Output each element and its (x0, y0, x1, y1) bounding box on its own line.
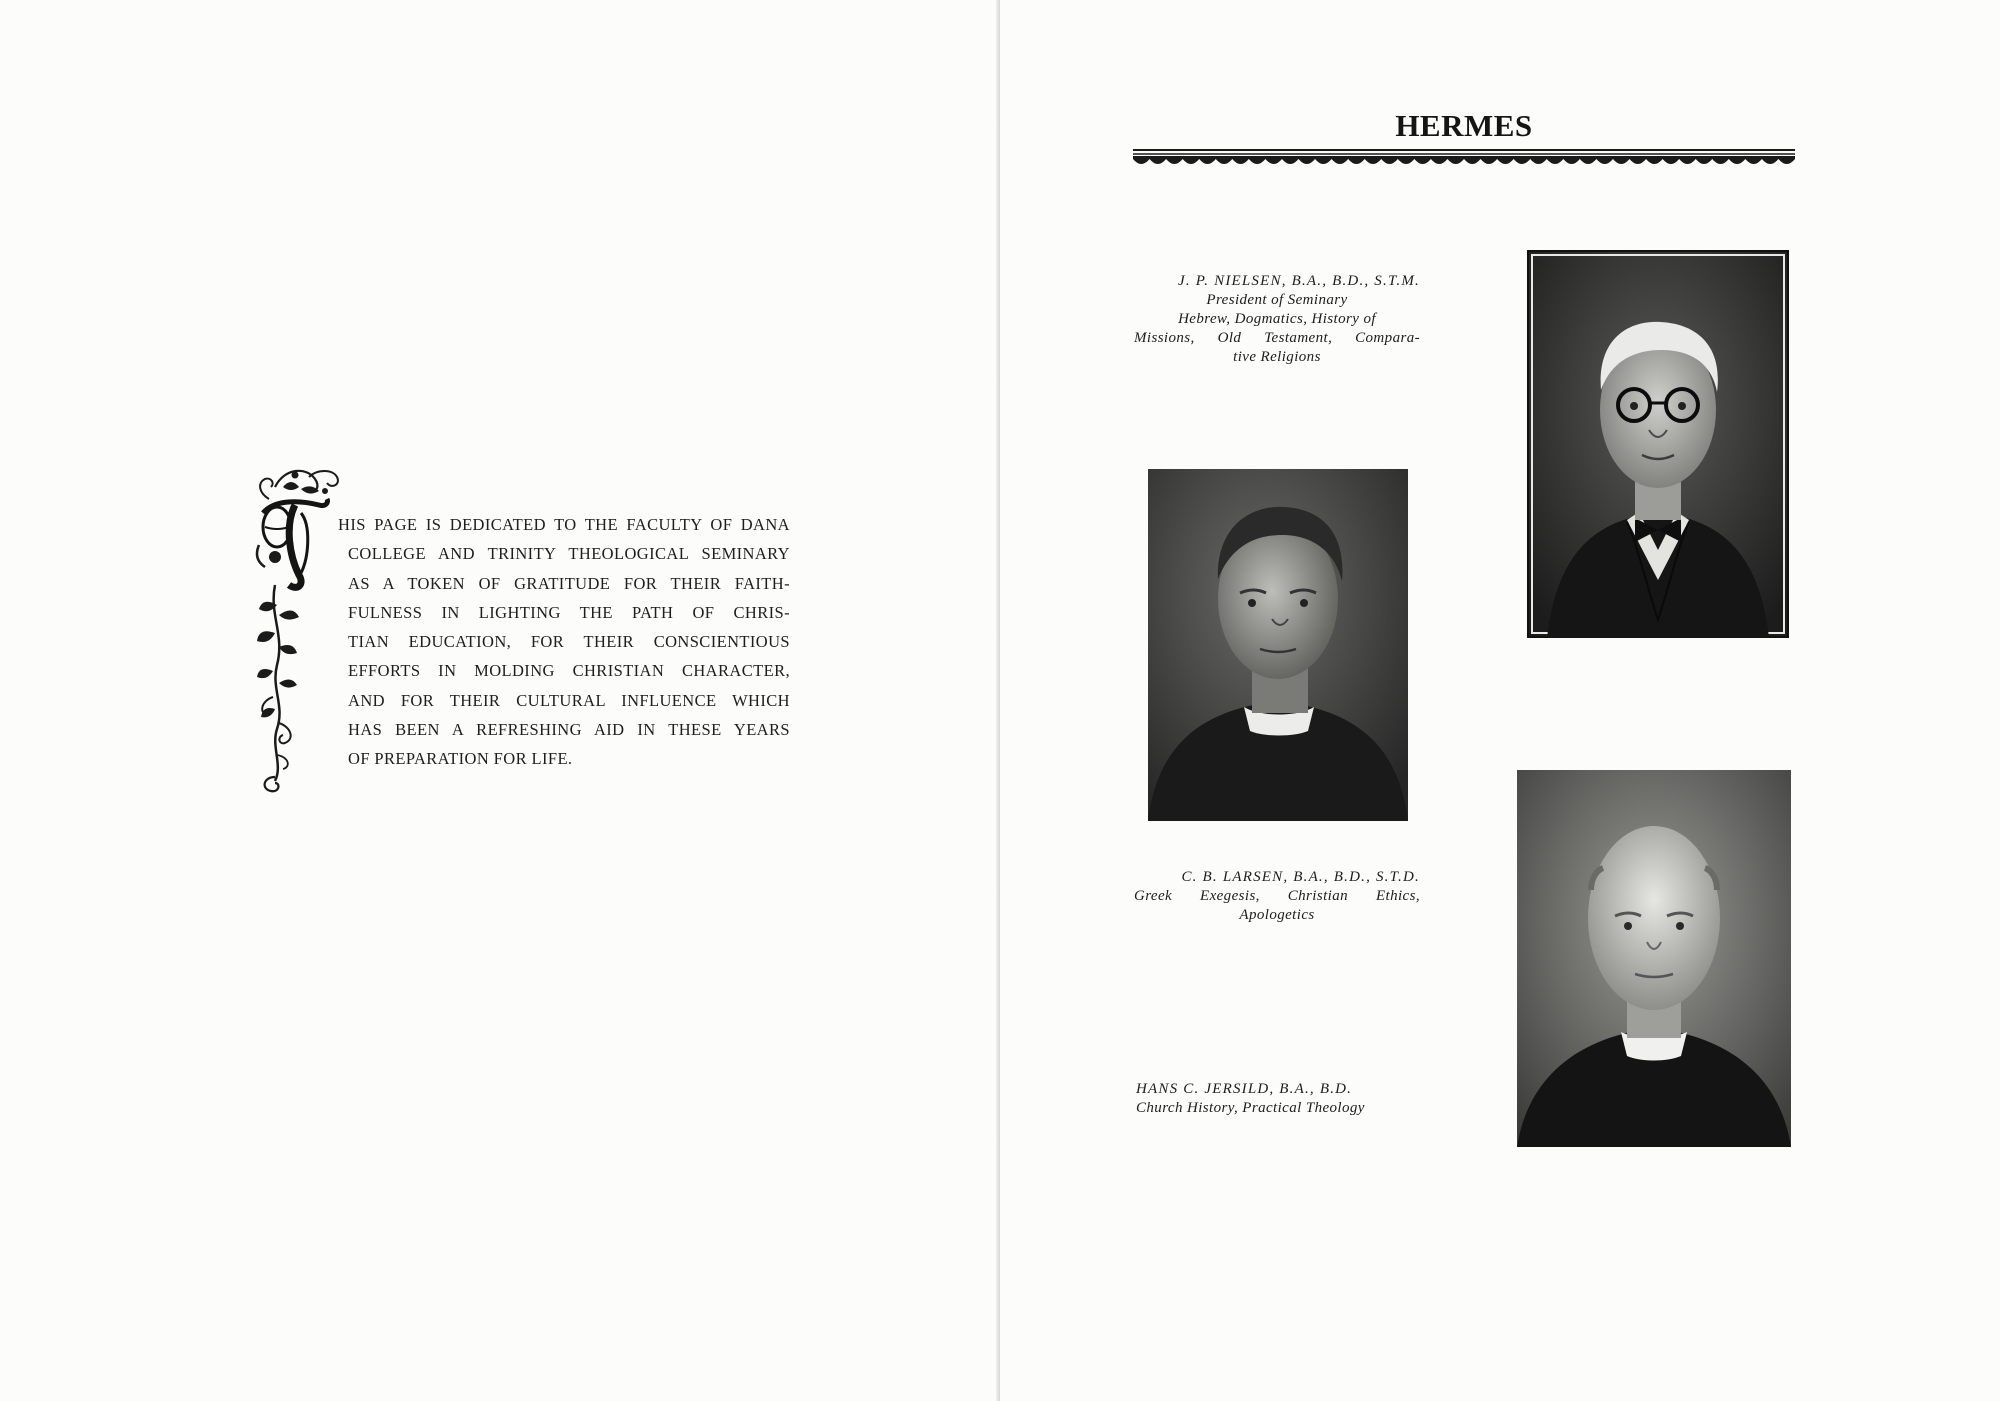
dedication-line: COLLEGE AND TRINITY THEOLOGICAL SEMINARY (348, 544, 790, 564)
scallop-ornament (1630, 159, 1647, 164)
faculty-caption-larsen (1134, 868, 1420, 925)
scallop-ornament (1150, 159, 1167, 164)
portrait-nielsen (1527, 250, 1789, 638)
scallop-ornament (1696, 159, 1713, 164)
portrait-larsen (1148, 469, 1408, 821)
scallop-ornament (1514, 159, 1531, 164)
faculty-subjects: Hebrew, Dogmatics, History of (1178, 311, 1376, 327)
scallop-ornament (1580, 159, 1597, 164)
portrait-larsen-photo (1148, 469, 1408, 821)
scallop-ornament (1447, 159, 1464, 164)
dedication-line: TIAN EDUCATION, FOR THEIR CONSCIENTIOUS (348, 632, 790, 652)
right-page (1000, 0, 2000, 1401)
faculty-subjects: Apologetics (1239, 907, 1315, 923)
faculty-name: J. P. NIELSEN, B.A., B.D., S.T.M. (1178, 273, 1420, 289)
scallop-ornament (1646, 159, 1663, 164)
scallop-ornament (1431, 159, 1448, 164)
dedication-line: OF PREPARATION FOR LIFE. (348, 749, 573, 769)
dedication-text (338, 510, 790, 774)
faculty-title: President of Seminary (1206, 292, 1348, 308)
faculty-name: HANS C. JERSILD, B.A., B.D. (1136, 1081, 1353, 1097)
faculty-caption-nielsen (1134, 272, 1420, 367)
scallop-ornament (1414, 159, 1431, 164)
masthead (1133, 108, 1795, 168)
scallop-ornament (1249, 159, 1266, 164)
dedication-line: EFFORTS IN MOLDING CHRISTIAN CHARACTER, (348, 661, 790, 681)
scallop-ornament (1216, 159, 1233, 164)
scallop-ornament (1679, 159, 1696, 164)
dedication-line: AND FOR THEIR CULTURAL INFLUENCE WHICH (348, 690, 790, 710)
faculty-caption-jersild (1136, 1080, 1420, 1118)
scallop-ornament (1265, 159, 1282, 164)
scallop-ornament (1332, 159, 1349, 164)
scallop-ornament (1315, 159, 1332, 164)
dedication-line: HIS PAGE IS DEDICATED TO THE FACULTY OF DANA (338, 515, 790, 534)
scallop-ornament (1563, 159, 1580, 164)
dedication-line: FULNESS IN LIGHTING THE PATH OF CHRIS- (348, 602, 790, 622)
scalloped-rule (1133, 148, 1795, 168)
scallop-ornament (1282, 159, 1299, 164)
dedication-line: AS A TOKEN OF GRATITUDE FOR THEIR FAITH- (348, 573, 790, 593)
scallop-ornament (1530, 159, 1547, 164)
scallop-ornament (1762, 159, 1779, 164)
scallop-ornament (1613, 159, 1630, 164)
scallop-ornament (1183, 159, 1200, 164)
dedication-line: HAS BEEN A REFRESHING AID IN THESE YEARS (348, 720, 790, 740)
scallop-ornament (1232, 159, 1249, 164)
scallop-ornament (1778, 159, 1795, 164)
dedication-block (255, 465, 790, 795)
scallop-ornament (1547, 159, 1564, 164)
scallop-ornament (1464, 159, 1481, 164)
scallop-ornament (1712, 159, 1729, 164)
portrait-nielsen-photo (1527, 250, 1789, 638)
running-title: HERMES (1395, 108, 1533, 143)
faculty-subjects: Missions, Old Testament, Compara- (1134, 330, 1420, 346)
scallop-ornament (1497, 159, 1514, 164)
scallop-ornament (1729, 159, 1746, 164)
scallop-ornament (1133, 159, 1150, 164)
scallop-ornament (1365, 159, 1382, 164)
faculty-subjects: tive Religions (1233, 349, 1321, 365)
scallop-ornament (1745, 159, 1762, 164)
scallop-ornament (1166, 159, 1183, 164)
ornamental-initial (255, 465, 345, 795)
ornamental-initial-icon (255, 465, 345, 795)
portrait-jersild-photo (1517, 770, 1791, 1147)
faculty-subjects: Church History, Practical Theology (1136, 1100, 1365, 1116)
scallop-ornament (1663, 159, 1680, 164)
faculty-name: C. B. LARSEN, B.A., B.D., S.T.D. (1181, 869, 1420, 885)
portrait-jersild (1517, 770, 1791, 1147)
scallop-ornament (1481, 159, 1498, 164)
scallop-ornament (1398, 159, 1415, 164)
scallop-ornament (1596, 159, 1613, 164)
scallop-ornament (1199, 159, 1216, 164)
scallop-ornament (1348, 159, 1365, 164)
scallop-ornament (1299, 159, 1316, 164)
scallop-ornament (1381, 159, 1398, 164)
faculty-subjects: Greek Exegesis, Christian Ethics, (1134, 888, 1420, 904)
